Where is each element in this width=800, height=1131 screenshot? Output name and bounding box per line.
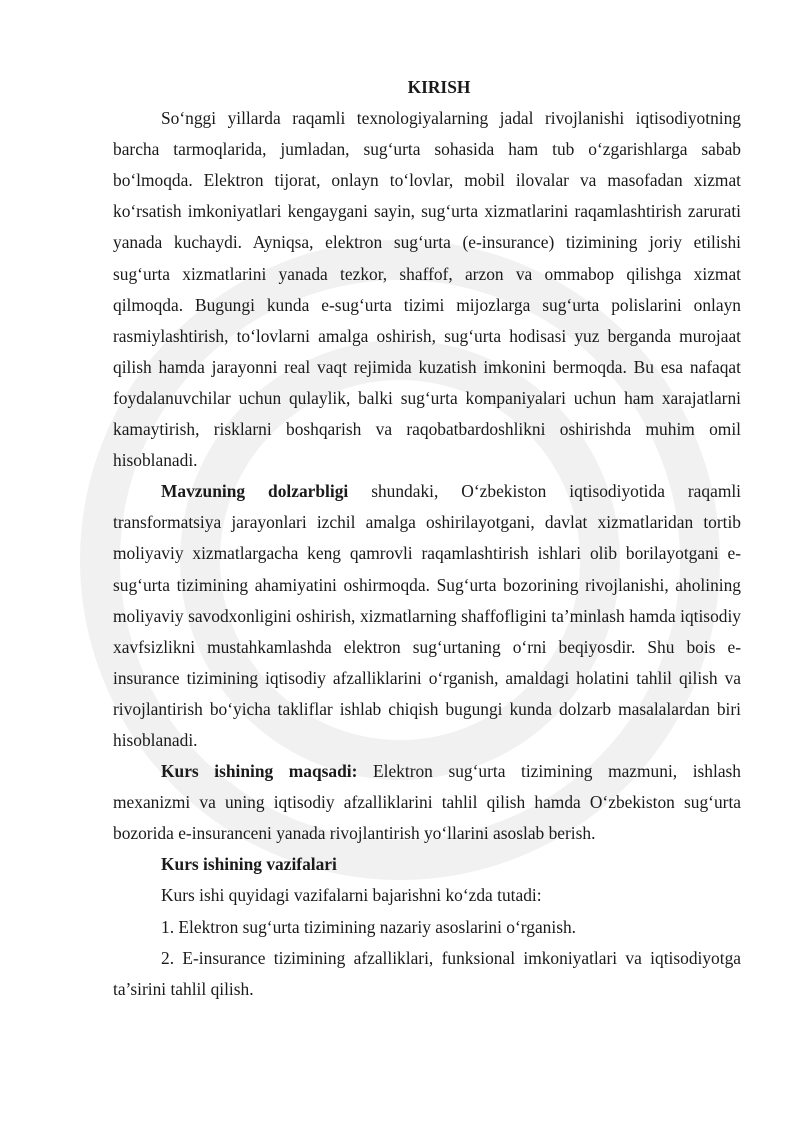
relevance-paragraph — [113, 476, 741, 756]
section-heading: KIRISH — [407, 77, 471, 97]
goal-label: Kurs ishining maqsadi: — [161, 761, 358, 782]
task-item-2: 2. E-insurance tizimining afzalliklari, funksional imkoniyatlari va iqtisodiyotga ta’sirini tahlil qilish. — [113, 947, 741, 999]
intro-paragraph: So‘nggi yillarda raqamli texnologiyalarning jadal rivojlanishi iqtisodiyotning barcha tarmoqlarida, jumladan, sug‘urta sohasida ham tub o‘zgarishlarga sabab bo‘lmoqda. Elektron tijorat, onlayn to‘lovlar, mobil ilovalar va masofadan xizmat ko‘rsatish imkoniyatlari kengaygani sayin, sug‘urta xizmatlarini raqamlashtirish zarurati yanada kuchaydi. Ayniqsa, elektron sug‘urta (e-insurance) tizimining joriy etilishi sug‘urta xizmatlarini yanada tezkor, shaffof, arzon va ommabop qilishga xizmat qilmoqda. Bugungi kunda e-sug‘urta tizimi mijozlarga sug‘urta polislarini onlayn rasmiylashtirish, to‘lovlarni amalga oshirish, sug‘urta hodisasi yuz berganda murojaat qilish hamda jarayonni real vaqt rejimida kuzatish imkonini bermoqda. Bu esa nafaqat foydalanuvchilar uchun qulaylik, balki sug‘urta kompaniyalari uchun ham xarajatlarni kamaytirish, risklarni boshqarish va raqobatbardoshlikni oshirishda muhim omil hisoblanadi. — [113, 108, 741, 471]
tasks-heading-paragraph — [113, 849, 741, 880]
tasks-heading: Kurs ishining vazifalari — [161, 854, 337, 875]
tasks-intro: Kurs ishi quyidagi vazifalarni bajarishni ko‘zda tutadi: — [161, 885, 542, 906]
goal-paragraph — [113, 756, 741, 849]
task-item-1: 1. Elektron sug‘urta tizimining nazariy asoslarini o‘rganish. — [161, 916, 577, 937]
document-body — [113, 72, 741, 1005]
relevance-label: Mavzuning dolzarbligi — [161, 481, 349, 502]
relevance-text: shundaki, O‘zbekiston iqtisodiyotida raqamli transformatsiya jarayonlari izchil amalga oshirilayotgani, davlat xizmatlaridan tortib moliyaviy xizmatlargacha keng qamrovli raqamlashtirish ishlari olib borilayotgani e-sug‘urta tizimining ahamiyatini oshirmoqda. Sug‘urta bozorining rivojlanishi, aholining moliyaviy savodxonligini oshirish, xizmatlarning shaffofligini ta’minlash hamda iqtisodiy xavfsizlikni mustahkamlashda elektron sug‘urtaning o‘rni beqiyosdir. Shu bois e-insurance tizimining iqtisodiy afzalliklarini o‘rganish, amaldagi holatini tahlil qilish va rivojlantirish bo‘yicha takliflar ishlab chiqish bugungi kunda dolzarb masalalardan biri hisoblanadi. — [113, 481, 742, 750]
goal-text: Elektron sug‘urta tizimining mazmuni, ishlash mexanizmi va uning iqtisodiy afzalliklarini tahlil qilish hamda O‘zbekiston sug‘urta bozorida e-insuranceni yanada rivojlantirish yo‘llarini asoslab berish. — [113, 761, 742, 844]
